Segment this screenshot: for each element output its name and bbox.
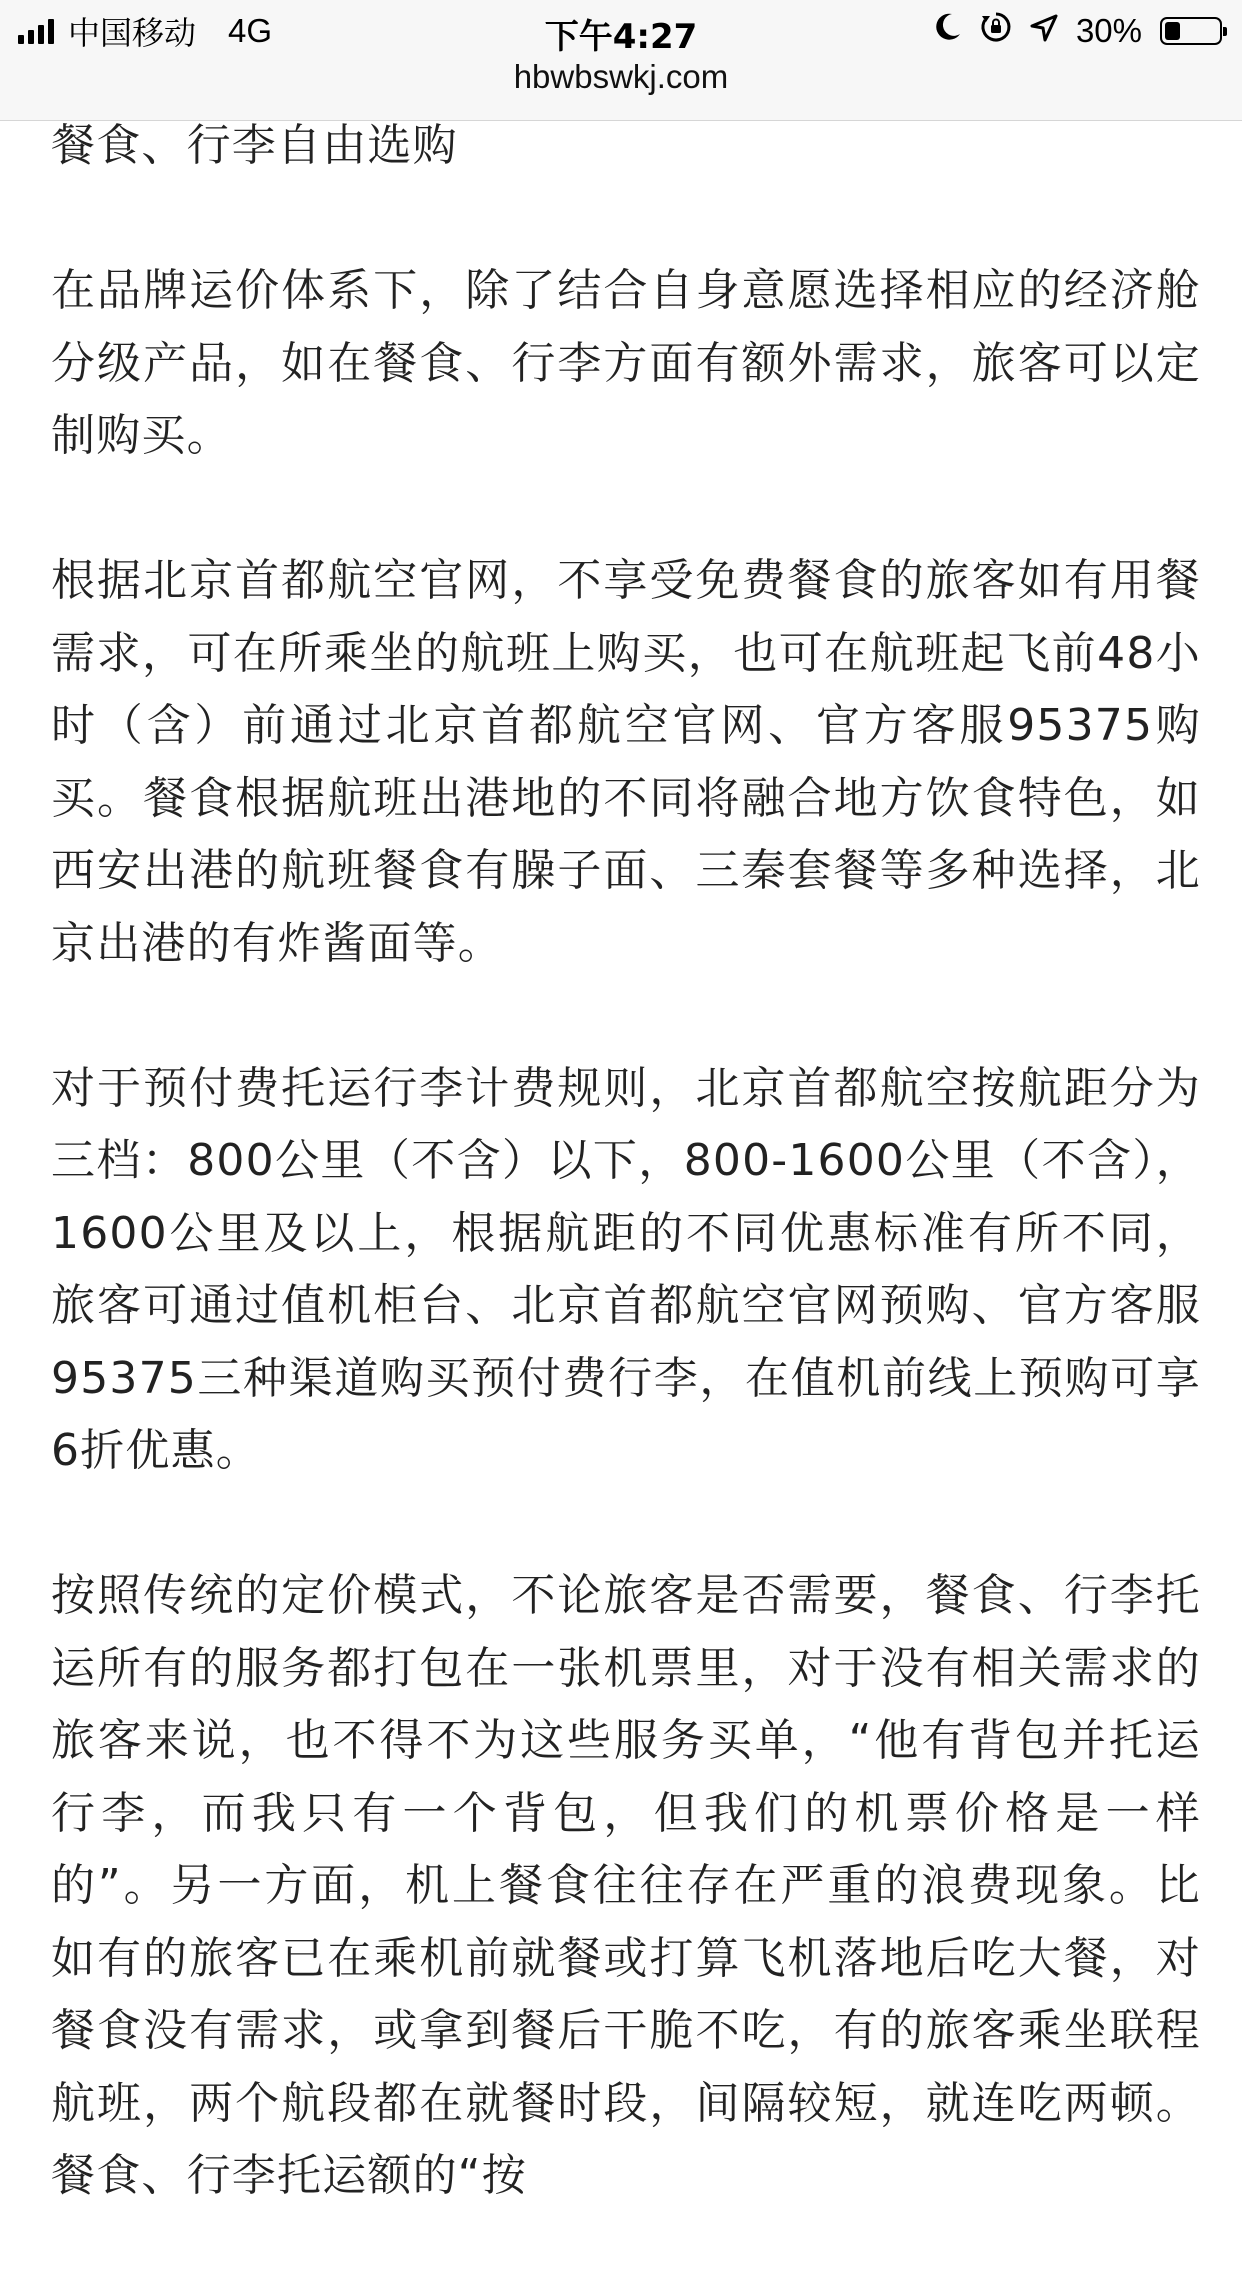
- moon-icon: [934, 12, 962, 51]
- network-type: 4G: [228, 12, 273, 49]
- paragraph: 根据北京首都航空官网，不享受免费餐食的旅客如有用餐需求，可在所乘坐的航班上购买，也可在航班起飞前48小时（含）前通过北京首都航空官网、官方客服95375购买。餐食根据航班出港地的不同将融合地方饮食特色，如西安出港的航班餐食有臊子面、三秦套餐等多种选择，北京出港的有炸酱面等。: [51, 555, 1201, 969]
- battery-level-fill: [1165, 22, 1180, 40]
- location-arrow-icon: [1030, 12, 1058, 51]
- section-heading: 餐食、行李自由选购: [51, 120, 458, 171]
- paragraph: 按照传统的定价模式，不论旅客是否需要，餐食、行李托运所有的服务都打包在一张机票里，对于没有相关需求的旅客来说，也不得不为这些服务买单，“他有背包并托运行李，而我只有一个背包，但我们的机票价格是一样的”。另一方面，机上餐食往往存在严重的浪费现象。比如有的旅客已在乘机前就餐或打算飞机落地后吃大餐，对餐食没有需求，或拿到餐后干脆不吃，有的旅客乘坐联程航班，两个航段都在就餐时段，间隔较短，就连吃两顿。餐食、行李托运额的“按: [51, 1570, 1201, 2201]
- battery-icon: [1160, 17, 1222, 45]
- status-bar: [0, 0, 1242, 62]
- status-right: [934, 11, 1222, 51]
- battery-percent: 30%: [1075, 12, 1142, 49]
- carrier-label: 中国移动: [68, 14, 197, 52]
- address-bar[interactable]: hbwbswkj.com: [513, 58, 729, 95]
- status-time: 下午4:27: [544, 17, 698, 57]
- article-body: [51, 110, 1201, 2285]
- rotation-lock-icon: [980, 11, 1012, 52]
- paragraph: 在品牌运价体系下，除了结合自身意愿选择相应的经济舱分级产品，如在餐食、行李方面有额外需求，旅客可以定制购买。: [51, 265, 1201, 461]
- battery-nub: [1223, 27, 1227, 36]
- paragraph: 对于预付费托运行李计费规则，北京首都航空按航距分为三档：800公里（不含）以下，800-1600公里（不含），1600公里及以上，根据航距的不同优惠标准有所不同，旅客可通过值机柜台、北京首都航空官网预购、官方客服95375三种渠道购买预付费行李，在值机前线上预购可享6折优惠。: [51, 1062, 1201, 1476]
- browser-top-bar: [0, 0, 1242, 121]
